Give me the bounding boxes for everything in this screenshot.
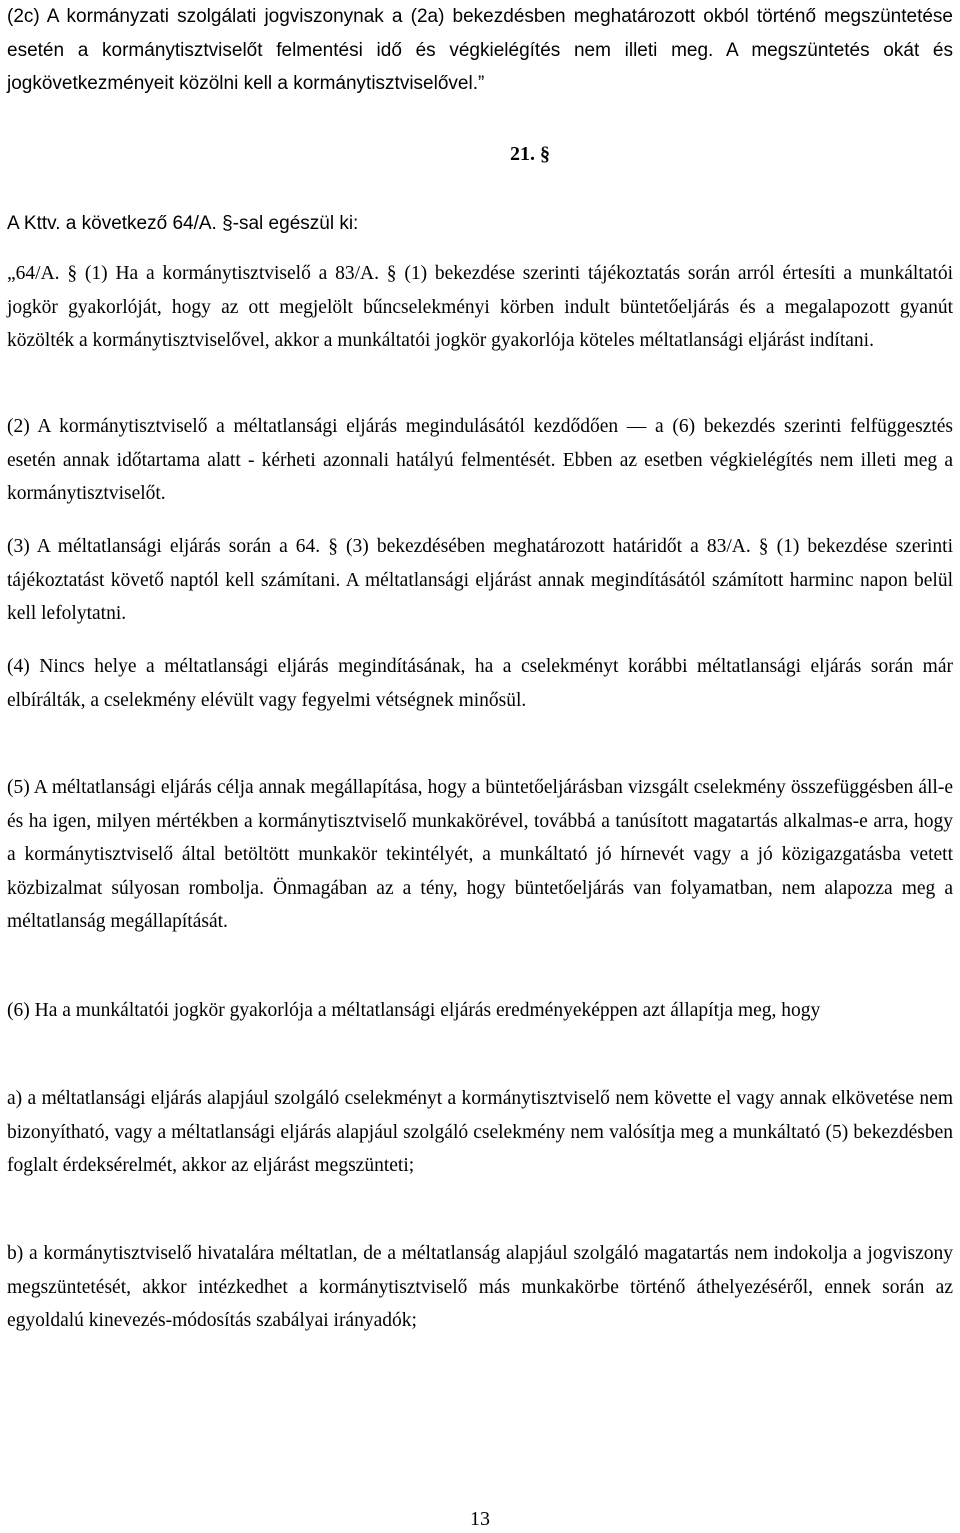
amendment-intro: A Kttv. a következő 64/A. §-sal egészül ki: bbox=[7, 213, 359, 234]
paragraph-2c: (2c) A kormányzati szolgálati jogviszonynak a (2a) bekezdésben meghatározott okból történő megszüntetése esetén a kormánytisztviselőt felmentési idő és végkielégítés nem illeti meg. A megszüntetés okát és jogkövetkezményeit közölni kell a kormánytisztviselővel.” bbox=[7, 6, 953, 94]
section-heading: 21. § bbox=[510, 143, 550, 165]
paragraph-2: (2) A kormánytisztviselő a méltatlansági eljárás megindulásától kezdődően ― a (6) bekezdés szerinti felfüggesztés esetén annak időtartama alatt - kérheti azonnali hatályú felmentését. Ebben az esetben végkielégítés nem illeti meg a kormánytisztviselőt. bbox=[7, 416, 953, 504]
paragraph-4: (4) Nincs helye a méltatlansági eljárás megindításának, ha a cselekményt korábbi méltatlansági eljárás során már elbírálták, a cselekmény elévült vagy fegyelmi vétségnek minősül. bbox=[7, 656, 953, 711]
paragraph-5: (5) A méltatlansági eljárás célja annak megállapítása, hogy a büntetőeljárásban vizsgált cselekmény összefüggésben áll-e és ha igen, milyen mértékben a kormánytisztviselő munkakörével, továbbá a tanúsított magatartás alkalmas-e arra, hogy a kormánytisztviselő által betöltött munkakör tekintélyét, a munkáltató jó hírnevét vagy a jó közigazgatásba vetett közbizalmat súlyosan rombolja. Önmagában az a tény, hogy büntetőeljárás van folyamatban, nem alapozza meg a méltatlanság megállapítását. bbox=[7, 777, 953, 932]
page-number: 13 bbox=[470, 1508, 490, 1530]
paragraph-6a: a) a méltatlansági eljárás alapjául szolgáló cselekményt a kormánytisztviselő nem követte el vagy annak elkövetése nem bizonyítható, vagy a méltatlansági eljárás alapjául szolgáló cselekmény nem valósítja meg a munkáltató (5) bekezdésben foglalt érdeksérelmét, akkor az eljárást megszünteti; bbox=[7, 1088, 953, 1176]
paragraph-3: (3) A méltatlansági eljárás során a 64. § (3) bekezdésében meghatározott határidőt a 83/A. § (1) bekezdése szerinti tájékoztatást követő naptól kell számítani. A méltatlansági eljárást annak megindításától számított harminc napon belül kell lefolytatni. bbox=[7, 536, 953, 624]
paragraph-6b: b) a kormánytisztviselő hivatalára méltatlan, de a méltatlanság alapjául szolgáló magatartás nem indokolja a jogviszony megszüntetését, akkor intézkedhet a kormánytisztviselő más munkakörbe történő áthelyezéséről, ennek során az egyoldalú kinevezés-módosítás szabályai irányadók; bbox=[7, 1243, 953, 1331]
paragraph-6: (6) Ha a munkáltatói jogkör gyakorlója a méltatlansági eljárás eredményeképpen azt állapítja meg, hogy bbox=[7, 1000, 821, 1021]
paragraph-1: „64/A. § (1) Ha a kormánytisztviselő a 83/A. § (1) bekezdése szerinti tájékoztatás során arról értesíti a munkáltatói jogkör gyakorlóját, hogy az ott megjelölt bűncselekményi körben indult büntetőeljárás és a megalapozott gyanút közölték a kormánytisztviselővel, akkor a munkáltatói jogkör gyakorlója köteles méltatlansági eljárást indítani. bbox=[7, 263, 953, 351]
